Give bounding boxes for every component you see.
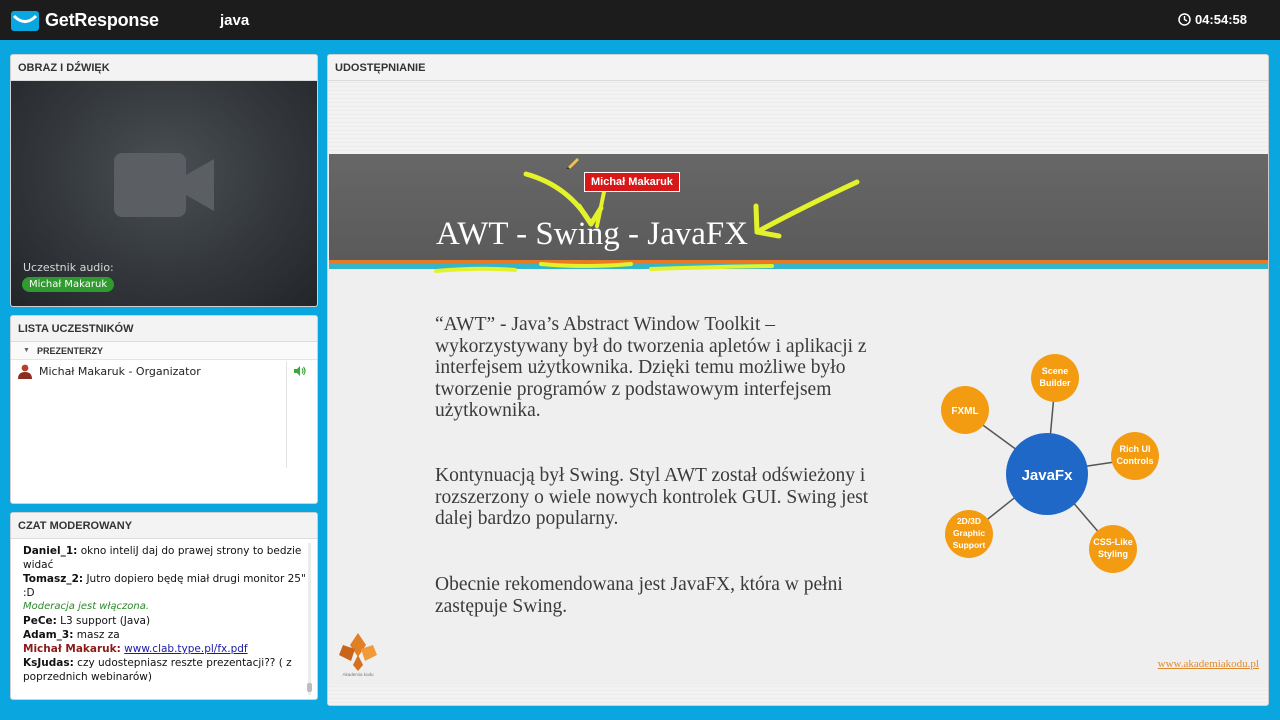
slide-cyan-stripe [329, 264, 1269, 269]
getresponse-logo [11, 10, 159, 31]
share-panel-title: UDOSTĘPNIANIE [328, 55, 1268, 81]
chat-message [23, 656, 307, 684]
webinar-clock [1178, 12, 1247, 27]
top-bar [0, 0, 1280, 40]
diagram-node-text: Scene [1041, 366, 1069, 376]
person-icon [18, 364, 32, 379]
presenters-group-label: PREZENTERZY [36, 346, 103, 356]
share-area [328, 81, 1269, 706]
slide-paragraph: Obecnie rekomendowana jest JavaFX, która w pełni zastępuje Swing. [435, 574, 843, 617]
chat-author: Tomasz_2: [23, 573, 84, 585]
diagram-node-text: FXML [951, 406, 979, 417]
chat-scrollbar-thumb[interactable] [307, 683, 312, 692]
chat-message [23, 642, 307, 656]
diagram-node-text: Builder [1039, 378, 1071, 388]
chat-text: okno inteliJ daj do prawej strony to bedzie widać [23, 545, 302, 571]
chat-author: KsJudas: [23, 657, 74, 669]
chat-messages [23, 544, 307, 684]
speaker-volume-icon[interactable] [294, 365, 307, 377]
participants-panel-title: LISTA UCZESTNIKÓW [11, 316, 317, 342]
akademia-kodu-logo [339, 631, 377, 677]
slide-paragraph: “AWT” - Java’s Abstract Window Toolkit – wykorzystywany był do tworzenia apletów i aplikacji z interfejsem użytkownika. Dzięki temu możliwe było tworzenie programów z podstawowym interfejsem użytkownika. [435, 314, 867, 421]
diagram-node-scene-builder [1031, 354, 1079, 402]
chat-panel-title: CZAT MODEROWANY [11, 513, 317, 539]
participant-name: Michał Makaruk - Organizator [39, 364, 201, 378]
presentation-slide [329, 154, 1269, 685]
slide-paragraph: Kontynuacją był Swing. Styl AWT został odświeżony i rozszerzony o wiele nowych kontrolek GUI. Swing jest dalej bardzo popularny. [435, 465, 869, 529]
clock-icon [1178, 13, 1191, 26]
chat-text: Jutro dopiero będę miał drugi monitor 25" :D [23, 573, 306, 599]
collapse-caret-icon[interactable]: ▼ [23, 347, 30, 354]
webinar-title: java [220, 12, 250, 29]
audio-participant-label: Uczestnik audio: [23, 261, 114, 274]
presenters-group[interactable] [11, 342, 317, 360]
screen-share-panel [327, 54, 1269, 706]
chat-link[interactable]: www.clab.type.pl/fx.pdf [124, 643, 248, 655]
moderated-chat-panel [10, 512, 318, 700]
chat-scrollbar-track[interactable] [308, 543, 311, 695]
video-camera-icon [114, 153, 214, 217]
chat-message [23, 572, 307, 600]
logo-text: Akademia kodu [342, 672, 374, 677]
diagram-center-javafx [1006, 433, 1088, 515]
diagram-node-rich-ui-controls [1111, 432, 1159, 480]
audio-participant-badge: Michał Makaruk [22, 277, 114, 292]
moderation-notice: Moderacja jest włączona. [23, 601, 149, 612]
envelope-logo-icon [11, 11, 39, 31]
chat-author: Adam_3: [23, 629, 74, 641]
diagram-node-text: Controls [1116, 456, 1154, 466]
pen-cursor-icon [566, 155, 580, 169]
chat-author: PeCe: [23, 615, 57, 627]
chat-message [23, 614, 307, 628]
diagram-node-text: CSS-Like [1093, 537, 1133, 547]
chat-text: masz za [73, 629, 120, 641]
participant-row[interactable] [11, 360, 317, 382]
diagram-node-text: Graphic [952, 528, 986, 538]
chat-text: L3 support (Java) [56, 615, 151, 627]
diagram-center-text: JavaFx [1021, 467, 1073, 484]
diagram-node-2d3d-graphic-support [945, 510, 993, 558]
presenter-name-tag: Michał Makaruk [584, 172, 680, 192]
javafx-diagram [929, 344, 1169, 574]
diagram-node-text: 2D/3D [956, 516, 982, 526]
participants-panel [10, 315, 318, 504]
chat-author: Daniel_1: [23, 545, 78, 557]
video-panel-title: OBRAZ I DŹWIĘK [11, 55, 317, 81]
slide-title: AWT - Swing - JavaFX [436, 216, 749, 252]
participants-scrollbar[interactable] [286, 362, 287, 468]
chat-message [23, 544, 307, 572]
video-audio-panel [10, 54, 318, 307]
diagram-node-text: Styling [1097, 549, 1129, 559]
diagram-node-css-like-styling [1089, 525, 1137, 573]
brand-name: GetResponse [45, 10, 159, 30]
chat-text: czy udostepniasz reszte prezentacji?? ( z poprzednich webinarów) [23, 657, 292, 683]
diagram-node-fxml [941, 386, 989, 434]
diagram-node-text: Support [952, 540, 986, 550]
chat-author: Michał Makaruk: [23, 643, 121, 655]
slide-website-link: www.akademiakodu.pl [1157, 658, 1259, 670]
diagram-node-text: Rich UI [1119, 444, 1151, 454]
clock-time: 04:54:58 [1194, 12, 1247, 27]
video-area[interactable] [11, 81, 318, 307]
chat-message [23, 628, 307, 642]
